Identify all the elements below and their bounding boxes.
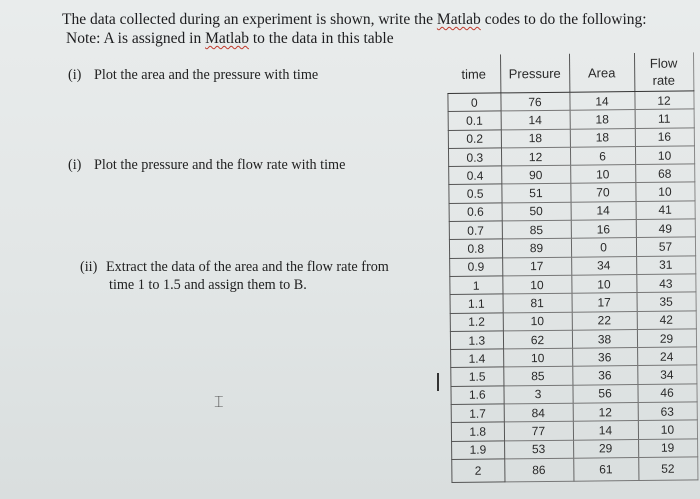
cell-area: 12	[573, 403, 638, 422]
spellcheck-word: Matlab	[205, 30, 249, 47]
cell-flow-rate: 10	[635, 146, 694, 165]
cell-area: 18	[570, 110, 635, 129]
cell-pressure: 18	[501, 129, 570, 148]
cell-flow-rate: 52	[638, 457, 697, 481]
cell-flow-rate: 57	[636, 237, 695, 256]
cell-pressure: 90	[501, 165, 570, 184]
cell-pressure: 62	[503, 330, 572, 349]
cell-flow-rate: 12	[634, 91, 693, 110]
cell-pressure: 10	[502, 275, 571, 294]
cell-time: 1.7	[451, 404, 504, 423]
cell-flow-rate: 31	[636, 256, 695, 275]
heading-line-1: The data collected during an experiment is shown, write the Matlab codes to do the following:	[62, 11, 647, 28]
cell-flow-rate: 11	[635, 109, 694, 128]
cell-flow-rate: 41	[636, 201, 695, 220]
cell-time: 0.9	[450, 258, 503, 277]
data-table	[447, 52, 698, 482]
cell-area: 17	[572, 293, 637, 312]
spellcheck-word: Matlab	[436, 11, 481, 28]
cell-time: 0.3	[448, 148, 501, 167]
cell-time: 0.6	[449, 203, 502, 222]
table-body	[448, 91, 698, 482]
cell-area: 22	[572, 311, 637, 330]
cell-flow-rate: 16	[635, 128, 694, 147]
cell-area: 36	[572, 366, 637, 385]
table-header-row	[447, 52, 693, 93]
heading-line-2: Note: A is assigned in Matlab to the data in this table	[66, 30, 394, 47]
cell-time: 0.2	[448, 130, 501, 149]
margin-marker	[437, 373, 439, 391]
cell-time: 0.1	[448, 111, 501, 130]
header-area: Area	[569, 53, 634, 92]
cell-flow-rate: 10	[635, 182, 694, 201]
cell-pressure: 10	[503, 348, 572, 367]
cell-flow-rate: 42	[637, 310, 696, 329]
cell-area: 29	[573, 439, 638, 458]
cell-pressure: 85	[502, 220, 571, 239]
cell-area: 61	[573, 457, 638, 481]
cell-time: 0.7	[449, 221, 502, 240]
cell-time: 0.8	[449, 239, 502, 258]
cell-flow-rate: 68	[635, 164, 694, 183]
cell-area: 14	[571, 201, 636, 220]
cell-area: 18	[570, 128, 635, 147]
cell-area: 0	[571, 238, 636, 257]
question-2: (i) Plot the pressure and the flow rate with time	[68, 157, 346, 173]
cell-pressure: 3	[503, 385, 572, 404]
cell-time: 1.2	[450, 312, 503, 331]
cell-flow-rate: 49	[636, 219, 695, 238]
header-pressure: Pressure	[500, 54, 569, 93]
cell-time: 0	[448, 93, 501, 112]
cell-pressure: 84	[504, 403, 573, 422]
cell-pressure: 81	[503, 293, 572, 312]
cell-area: 70	[570, 183, 635, 202]
cell-pressure: 76	[500, 92, 569, 111]
cell-pressure: 12	[501, 147, 570, 166]
cell-flow-rate: 63	[638, 402, 697, 421]
cell-pressure: 17	[502, 257, 571, 276]
cell-area: 14	[569, 92, 634, 111]
cell-area: 14	[573, 421, 638, 440]
table-row	[452, 457, 698, 483]
cell-pressure: 86	[504, 458, 573, 482]
cell-flow-rate: 35	[637, 292, 696, 311]
cell-flow-rate: 10	[638, 420, 697, 439]
cell-pressure: 14	[501, 111, 570, 130]
cell-flow-rate: 34	[637, 365, 696, 384]
cell-area: 36	[572, 348, 637, 367]
cell-area: 56	[572, 384, 637, 403]
cell-area: 6	[570, 146, 635, 165]
cell-flow-rate: 46	[637, 384, 696, 403]
question-1: (i) Plot the area and the pressure with time	[68, 67, 319, 83]
cell-flow-rate: 43	[636, 274, 695, 293]
cell-time: 1.8	[451, 422, 504, 441]
cell-area: 38	[572, 329, 637, 348]
cell-time: 1.6	[451, 386, 504, 405]
cell-time: 1.4	[451, 349, 504, 368]
cell-time: 1.1	[450, 294, 503, 313]
cell-flow-rate: 29	[637, 329, 696, 348]
cell-area: 10	[571, 274, 636, 293]
cell-pressure: 10	[503, 312, 572, 331]
cell-time: 1.3	[450, 331, 503, 350]
header-flow-rate: Flow rate	[634, 52, 693, 91]
cell-area: 10	[570, 165, 635, 184]
header-time: time	[447, 54, 500, 93]
problem-heading	[62, 10, 682, 48]
cell-time: 1.5	[451, 367, 504, 386]
cell-time: 1.9	[452, 441, 505, 460]
cell-pressure: 77	[504, 422, 573, 441]
cell-time: 1	[450, 276, 503, 295]
cell-flow-rate: 19	[638, 439, 697, 458]
cell-pressure: 53	[504, 440, 573, 459]
cell-pressure: 85	[503, 367, 572, 386]
text-cursor-icon: ⌶	[214, 392, 224, 411]
cell-pressure: 89	[502, 239, 571, 258]
cell-flow-rate: 24	[637, 347, 696, 366]
cell-time: 2	[452, 459, 505, 483]
question-3: (ii) Extract the data of the area and the flow rate from time 1 to 1.5 and assign them to B.	[80, 259, 389, 293]
cell-time: 0.4	[449, 166, 502, 185]
cell-area: 16	[571, 220, 636, 239]
cell-pressure: 50	[502, 202, 571, 221]
cell-time: 0.5	[449, 184, 502, 203]
cell-pressure: 51	[501, 184, 570, 203]
cell-area: 34	[571, 256, 636, 275]
